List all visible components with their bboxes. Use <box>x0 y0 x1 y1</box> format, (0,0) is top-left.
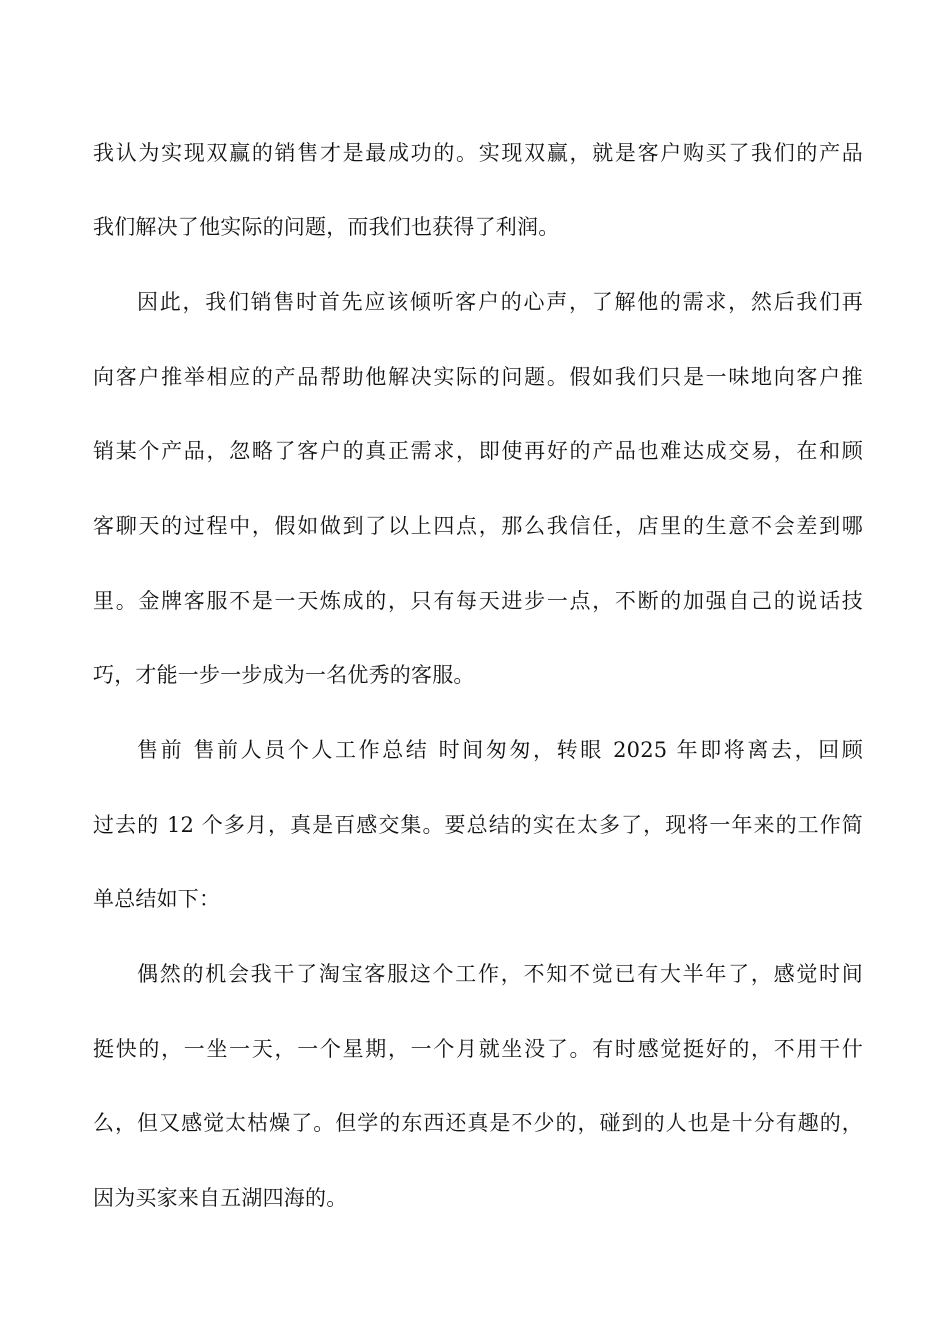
paragraph-line: 偶然的机会我干了淘宝客服这个工作，不知不觉已有大半年了，感觉时间 <box>137 962 863 986</box>
paragraph-line: 我们解决了他实际的问题，而我们也获得了利润。 <box>93 215 560 239</box>
paragraph-line: 里。金牌客服不是一天炼成的，只有每天进步一点，不断的加强自己的说话技 <box>93 589 863 613</box>
paragraph-line: 挺快的，一坐一天，一个星期，一个月就坐没了。有时感觉挺好的，不用干什 <box>93 1037 863 1061</box>
paragraph-line: 巧，才能一步一步成为一名优秀的客服。 <box>93 663 475 687</box>
paragraph-line: 单总结如下： <box>93 887 221 911</box>
paragraph-line: 因为买家来自五湖四海的。 <box>93 1186 348 1210</box>
paragraph-line: 向客户推举相应的产品帮助他解决实际的问题。假如我们只是一味地向客户推 <box>93 365 863 389</box>
paragraph-line: 客聊天的过程中，假如做到了以上四点，那么我信任，店里的生意不会差到哪 <box>93 514 863 538</box>
paragraph-line: 么，但又感觉太枯燥了。但学的东西还真是不少的，碰到的人也是十分有趣的， <box>93 1111 863 1135</box>
paragraph-line: 过去的 12 个多月，真是百感交集。要总结的实在太多了，现将一年来的工作简 <box>93 813 863 837</box>
paragraph-line: 我认为实现双赢的销售才是最成功的。实现双赢，就是客户购买了我们的产品 <box>93 141 863 165</box>
paragraph-line: 销某个产品，忽略了客户的真正需求，即使再好的产品也难达成交易，在和顾 <box>93 439 863 463</box>
paragraph-line: 因此，我们销售时首先应该倾听客户的心声，了解他的需求，然后我们再 <box>137 290 863 314</box>
paragraph-line: 售前 售前人员个人工作总结 时间匆匆，转眼 2025 年即将离去，回顾 <box>137 738 863 762</box>
